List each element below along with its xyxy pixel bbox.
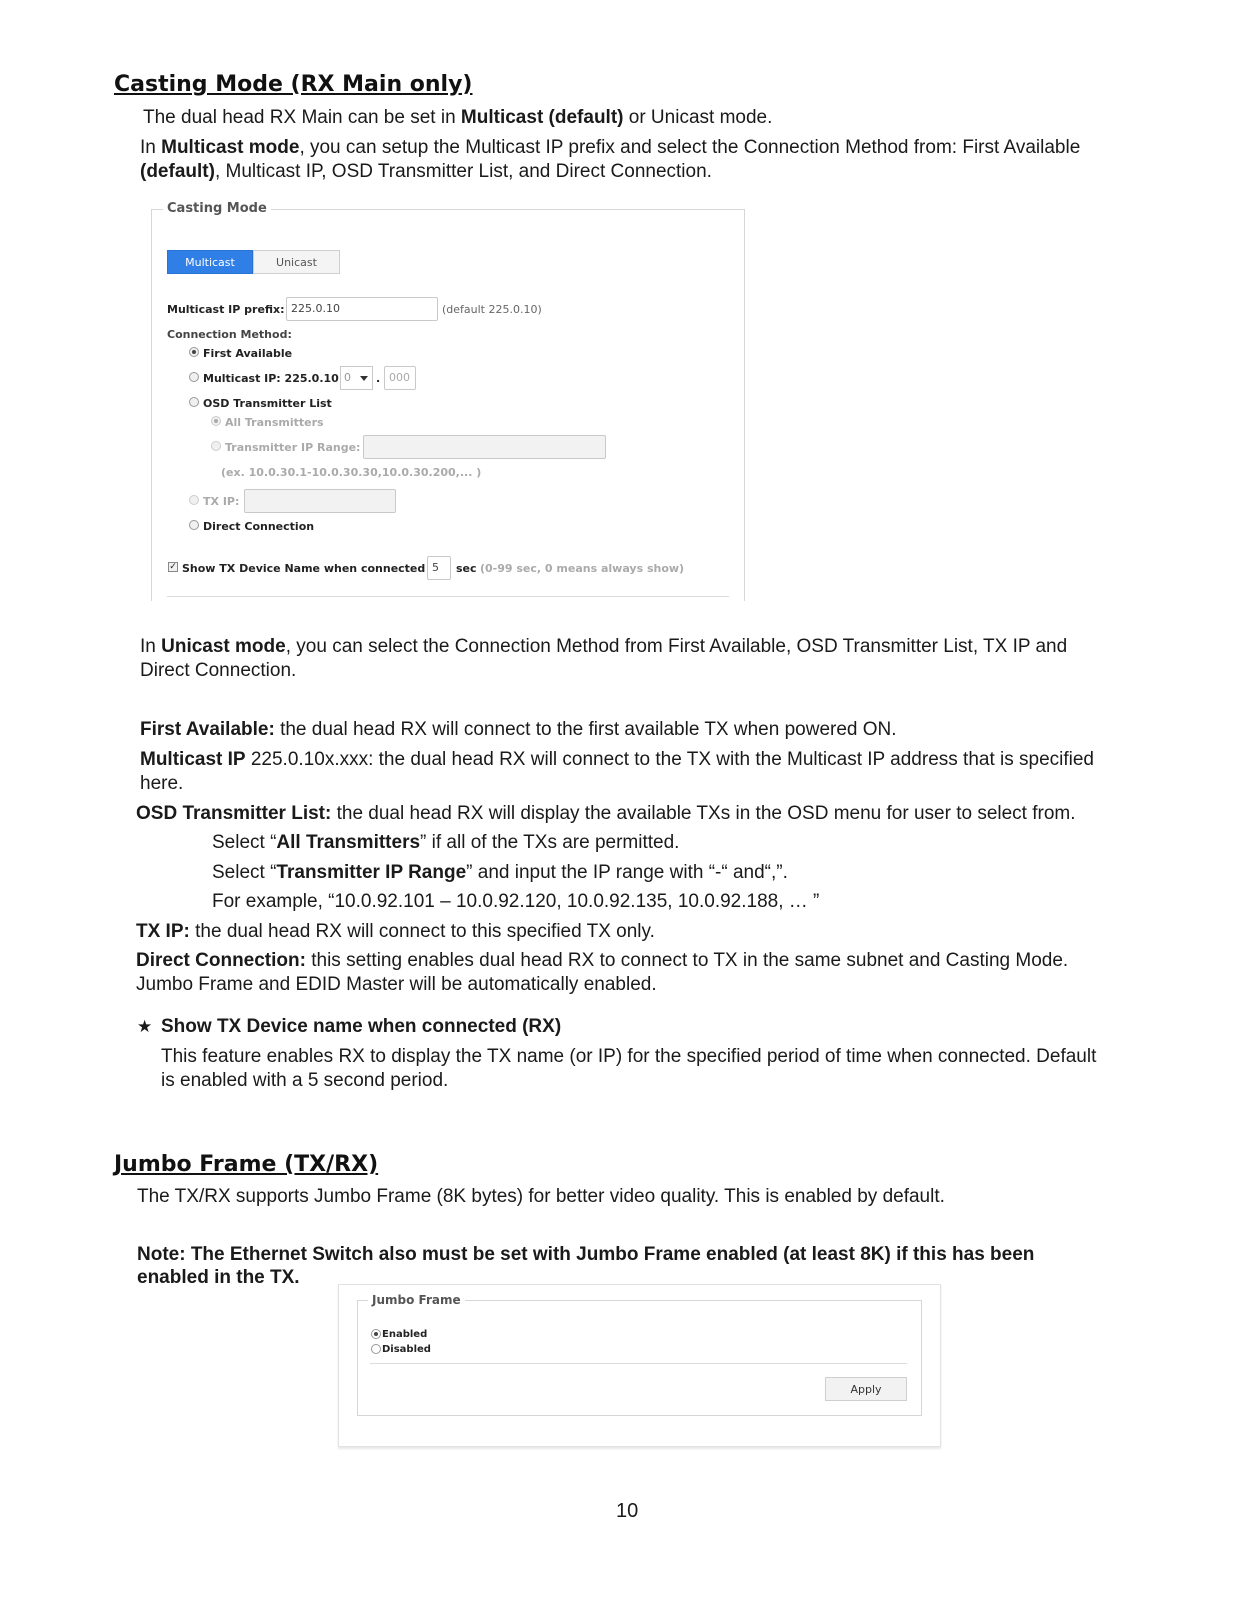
jumbo-disabled-label: Disabled bbox=[382, 1344, 431, 1355]
show-tx-heading: Show TX Device name when connected (RX) bbox=[161, 1016, 562, 1037]
multicast-prefix-hint: (default 225.0.10) bbox=[442, 303, 542, 316]
jumbo-enabled-radio[interactable] bbox=[371, 1329, 381, 1339]
first-available-label: First Available bbox=[203, 347, 293, 360]
multicast-ip-select-value: 0 bbox=[344, 371, 351, 384]
def-select-all: Select “All Transmitters” if all of the TXs are permitted. bbox=[212, 832, 680, 853]
show-name-label: Show TX Device Name when connected bbox=[182, 562, 426, 575]
show-name-seconds-input[interactable]: 5 bbox=[427, 556, 451, 580]
casting-mode-legend: Casting Mode bbox=[163, 201, 271, 216]
multicast-button[interactable]: Multicast bbox=[167, 250, 253, 274]
def-example: For example, “10.0.92.101 – 10.0.92.120, 10.0.92.135, 10.0.92.188, … ” bbox=[212, 891, 820, 912]
multicast-ip-radio[interactable] bbox=[189, 372, 199, 382]
sec-label: sec bbox=[456, 562, 477, 575]
unicast-mode-desc: In Unicast mode, you can select the Connection Method from First Available, OSD Transmitter List, TX IP and bbox=[140, 636, 1068, 657]
jumbo-disabled-radio[interactable] bbox=[371, 1344, 381, 1354]
jumbo-enabled-label: Enabled bbox=[382, 1329, 428, 1340]
unicast-button[interactable]: Unicast bbox=[253, 250, 340, 274]
show-tx-desc: This feature enables RX to display the TX name (or IP) for the specified period of time when connected. Default bbox=[161, 1046, 1097, 1067]
tx-ip-input[interactable] bbox=[244, 489, 396, 513]
tx-ip-radio[interactable] bbox=[189, 495, 199, 505]
show-name-checkbox[interactable]: ✓ bbox=[169, 562, 177, 572]
jumbo-legend: Jumbo Frame bbox=[368, 1293, 465, 1307]
sec-hint: (0-99 sec, 0 means always show) bbox=[480, 562, 685, 575]
def-select-range: Select “Transmitter IP Range” and input the IP range with “-“ and“,”. bbox=[212, 862, 788, 883]
transmitter-range-example: (ex. 10.0.30.1-10.0.30.30,10.0.30.200,... ) bbox=[221, 466, 482, 479]
def-direct-connection: Direct Connection: this setting enables dual head RX to connect to TX in the same subnet and Casting Mode. bbox=[136, 950, 1069, 971]
osd-transmitter-list-radio[interactable] bbox=[189, 397, 199, 407]
osd-transmitter-list-label: OSD Transmitter List bbox=[203, 397, 332, 410]
transmitter-range-input[interactable] bbox=[363, 435, 606, 459]
connection-method-label: Connection Method: bbox=[167, 328, 292, 341]
multicast-ip-label: Multicast IP: 225.0.10 bbox=[203, 372, 339, 385]
jumbo-frame-intro: The TX/RX supports Jumbo Frame (8K bytes) for better video quality. This is enabled by default. bbox=[137, 1186, 945, 1207]
jumbo-note-line2: enabled in the TX. bbox=[137, 1267, 300, 1288]
casting-mode-heading: Casting Mode (RX Main only) bbox=[114, 72, 473, 97]
def-osd-list: OSD Transmitter List: the dual head RX will display the available TXs in the OSD menu for user to select from. bbox=[136, 803, 1076, 824]
multicast-ip-last-octet[interactable]: 000 bbox=[384, 366, 416, 390]
multicast-mode-desc: In Multicast mode, you can setup the Multicast IP prefix and select the Connection Method from: First Available bbox=[140, 137, 1081, 158]
chevron-down-icon bbox=[360, 376, 368, 381]
transmitter-range-label: Transmitter IP Range: bbox=[225, 441, 361, 454]
show-tx-desc-line2: is enabled with a 5 second period. bbox=[161, 1070, 449, 1091]
jumbo-note: Note: The Ethernet Switch also must be set with Jumbo Frame enabled (at least 8K) if this has been bbox=[137, 1244, 1035, 1265]
jumbo-divider bbox=[370, 1363, 907, 1364]
direct-connection-radio[interactable] bbox=[189, 520, 199, 530]
all-transmitters-label: All Transmitters bbox=[225, 416, 324, 429]
casting-intro: The dual head RX Main can be set in Multicast (default) or Unicast mode. bbox=[143, 107, 773, 128]
all-transmitters-radio[interactable] bbox=[211, 416, 221, 426]
direct-connection-label: Direct Connection bbox=[203, 520, 315, 533]
panel-divider bbox=[167, 596, 729, 597]
multicast-prefix-label: Multicast IP prefix: bbox=[167, 303, 285, 316]
def-tx-ip: TX IP: the dual head RX will connect to this specified TX only. bbox=[136, 921, 655, 942]
def-multicast-ip-line2: here. bbox=[140, 773, 184, 794]
tx-ip-label: TX IP: bbox=[203, 495, 240, 508]
def-direct-connection-line2: Jumbo Frame and EDID Master will be automatically enabled. bbox=[136, 974, 657, 995]
apply-button[interactable]: Apply bbox=[825, 1377, 907, 1401]
multicast-ip-dot: . bbox=[376, 372, 381, 385]
transmitter-range-radio[interactable] bbox=[211, 441, 221, 451]
def-multicast-ip: Multicast IP 225.0.10x.xxx: the dual head RX will connect to the TX with the Multicast IP address that is specified bbox=[140, 749, 1095, 770]
unicast-mode-desc-line2: Direct Connection. bbox=[140, 660, 297, 681]
star-icon: ★ bbox=[137, 1017, 153, 1036]
jumbo-frame-heading: Jumbo Frame (TX/RX) bbox=[114, 1152, 379, 1177]
multicast-prefix-input[interactable]: 225.0.10 bbox=[286, 297, 438, 321]
page-number: 10 bbox=[616, 1500, 639, 1522]
multicast-ip-select[interactable] bbox=[340, 366, 373, 390]
first-available-radio[interactable] bbox=[189, 347, 199, 357]
def-first-available: First Available: the dual head RX will connect to the first available TX when powered ON. bbox=[140, 719, 897, 740]
multicast-mode-desc-line2: (default), Multicast IP, OSD Transmitter List, and Direct Connection. bbox=[140, 161, 712, 182]
